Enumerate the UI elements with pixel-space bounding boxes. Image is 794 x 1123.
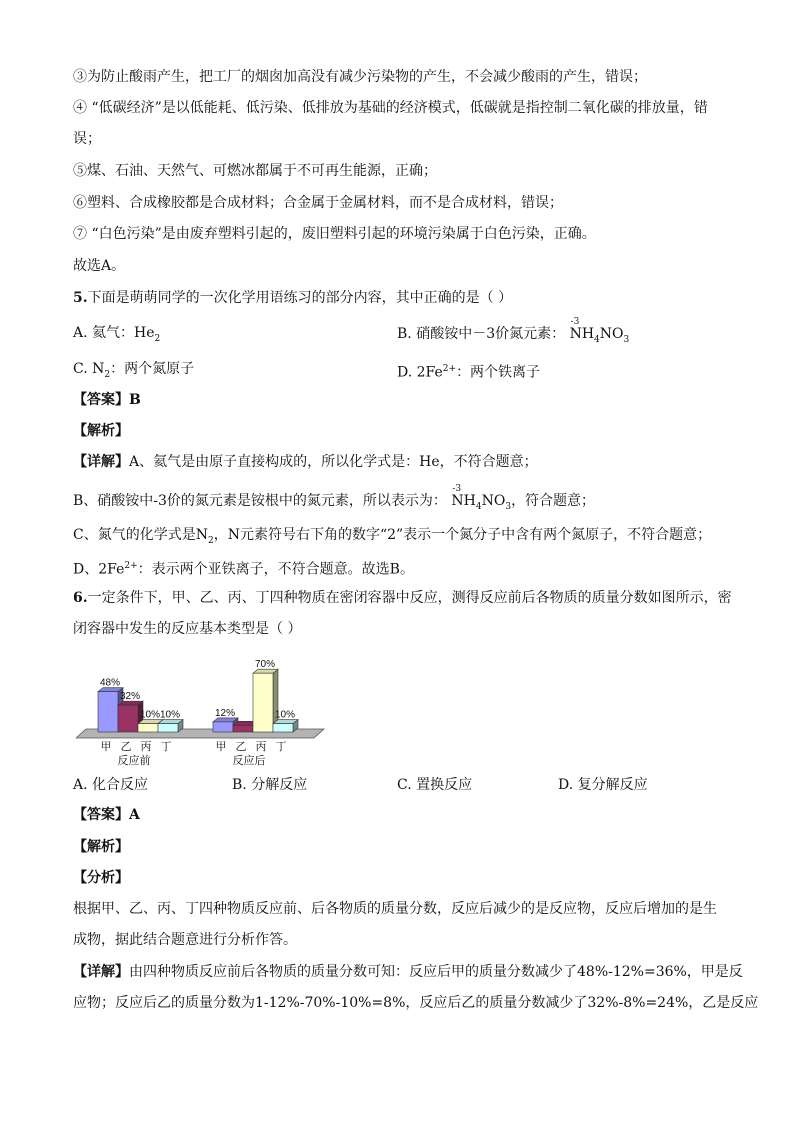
subscript: 3 [623,334,630,345]
data-label: 12% [214,707,236,719]
question-6-stem-line-1 [73,588,732,608]
category-label: 丙 [255,740,267,753]
q5-answer [73,390,141,410]
detail-text: ，N元素符号右下角的数字“2”表示一个氮分子中含有两个氮原子，不符合题意； [213,527,712,543]
q5-option-c [73,359,194,385]
formula-no: NO [481,493,506,509]
bar-反应后-丙 [253,673,273,732]
superscript: 2+ [442,364,457,374]
subscript: 2 [207,535,214,546]
data-label: 10% [139,709,161,721]
oxidation-state: -3 [570,317,580,327]
superscript: 2+ [124,561,138,571]
q6-analysis-label: 【解析】 [73,839,129,855]
detail-text: 由四种物质反应前后各物质的质量分数可知：反应后甲的质量分数减少了48%-12%=36%，甲是反 [129,964,743,980]
q6-option-c: C. 置换反应 [397,777,473,793]
formula-n: N [569,326,582,342]
q6-analysis-text-1: 根据甲、乙、丙、丁四种物质反应前、后各物质的质量分数，反应后减少的是反应物，反应后增加的是生 [73,901,717,917]
detail-text: ：表示两个亚铁离子，不符合题意。故选B。 [137,561,414,578]
question-text: 一定条件下，甲、乙、丙、丁四种物质在密闭容器中反应，测得反应前后各物质的质量分数如图所示，密 [87,590,732,606]
category-label: 乙 [235,740,247,753]
q6-analysis2-label: 【分析】 [73,870,129,886]
q5-detail-a [73,452,538,472]
detail-text: B、硝酸铵中-3价的氮元素是铵根中的氮元素，所以表示为： [73,493,447,509]
bar-反应后-乙 [233,725,253,732]
question-number: 5. [73,290,88,306]
detail-text: A、氦气是由原子直接构成的，所以化学式是：He，不符合题意； [129,454,538,470]
category-label: 丁 [160,740,172,753]
text-line-5: ⑥塑料、合成橡胶都是合成材料；合金属于金属材料，而不是合成材料，错误； [73,195,563,211]
bar-反应前-丙 [138,724,158,732]
formula-no: NO [599,326,624,342]
option-text: D. 2Fe [397,364,443,381]
data-label: 10% [159,709,181,721]
subscript: 2 [154,333,161,344]
text-line-6: ⑦ “白色污染”是由废弃塑料引起的，废旧塑料引起的环境污染属于白色污染，正确。 [73,226,596,242]
category-label: 甲 [100,740,112,753]
answer-value: B [129,392,141,408]
group-label: 反应前 [117,754,151,767]
q6-detail-1 [73,962,743,982]
data-label: 48% [99,677,121,689]
question-number: 6. [73,590,88,606]
text-line-1: ③为防止酸雨产生，把工厂的烟囱加高没有减少污染物的产生，不会减少酸雨的产生，错误； [73,69,647,85]
detail-text: D、2Fe [73,561,125,578]
nh4no3-formula [451,485,511,517]
subscript: 4 [594,334,600,345]
q5-detail-b [73,485,595,517]
category-label: 丁 [275,740,287,753]
q6-answer [73,805,140,825]
q5-option-b [397,318,629,350]
subscript: 3 [505,501,512,512]
bar-反应前-丁 [158,724,178,732]
q6-option-b: B. 分解反应 [232,777,308,793]
q6-option-d: D. 复分解反应 [558,777,648,793]
group-label: 反应后 [232,754,266,767]
q6-option-a: A. 化合反应 [73,777,149,793]
bar-反应后-丁 [273,724,293,732]
text-line-7: 故选A。 [73,258,126,274]
option-text: ：两个氮原子 [110,361,195,377]
option-text: A. 氦气：He [73,325,155,341]
detail-label: 【详解】 [73,454,129,470]
category-label: 甲 [215,740,227,753]
formula-h: H [463,493,476,509]
oxidation-state: -3 [452,484,462,494]
question-6-stem-line-2: 闭容器中发生的反应基本类型是（ ） [73,621,302,637]
q5-option-a [73,323,160,349]
bar-反应前-甲 [98,692,118,732]
answer-value: A [129,807,140,823]
text-line-2: ④ “低碳经济”是以低能耗、低污染、低排放为基础的经济模式，低碳就是指控制二氧化碳的排放量，错 [73,100,708,116]
category-label: 乙 [120,740,132,753]
q6-detail-2: 应物；反应后乙的质量分数为1-12%-70%-10%=8%，反应后乙的质量分数减少了32%-8%=24%，乙是反应 [73,995,759,1011]
bar-反应后-甲 [213,722,233,732]
data-label: 10% [274,709,296,721]
detail-label: 【详解】 [73,964,129,980]
subscript: 2 [104,369,111,380]
bar-反应前-乙 [118,705,138,732]
option-text: ：两个铁离子 [456,364,541,381]
q5-detail-c [73,525,711,551]
q6-analysis-text-2: 成物，据此结合题意进行分析作答。 [73,932,297,948]
q5-detail-d [73,556,414,580]
category-label: 丙 [140,740,152,753]
data-label: 70% [254,659,276,671]
text-line-4: ⑤煤、石油、天然气、可燃冰都属于不可再生能源，正确； [73,163,437,179]
q5-option-d [397,359,540,383]
text-line-3: 误； [73,131,101,147]
answer-label: 【答案】 [73,807,129,823]
data-label: 32% [119,691,141,703]
formula-n: N [451,493,464,509]
detail-text: ，符合题意； [511,493,596,509]
option-text: C. N [73,361,105,377]
detail-text: C、氮气的化学式是N [73,527,208,543]
subscript: 4 [475,501,482,512]
option-text: B. 硝酸铵中－3价氮元素： [397,326,566,342]
question-text: 下面是萌萌同学的一次化学用语练习的部分内容，其中正确的是（ ） [87,290,513,306]
nh4no3-formula [570,318,630,350]
formula-h: H [581,326,595,342]
question-5-stem [73,288,512,308]
mass-fraction-bar-chart [76,648,336,768]
q5-analysis-label: 【解析】 [73,423,129,439]
answer-label: 【答案】 [73,392,129,408]
